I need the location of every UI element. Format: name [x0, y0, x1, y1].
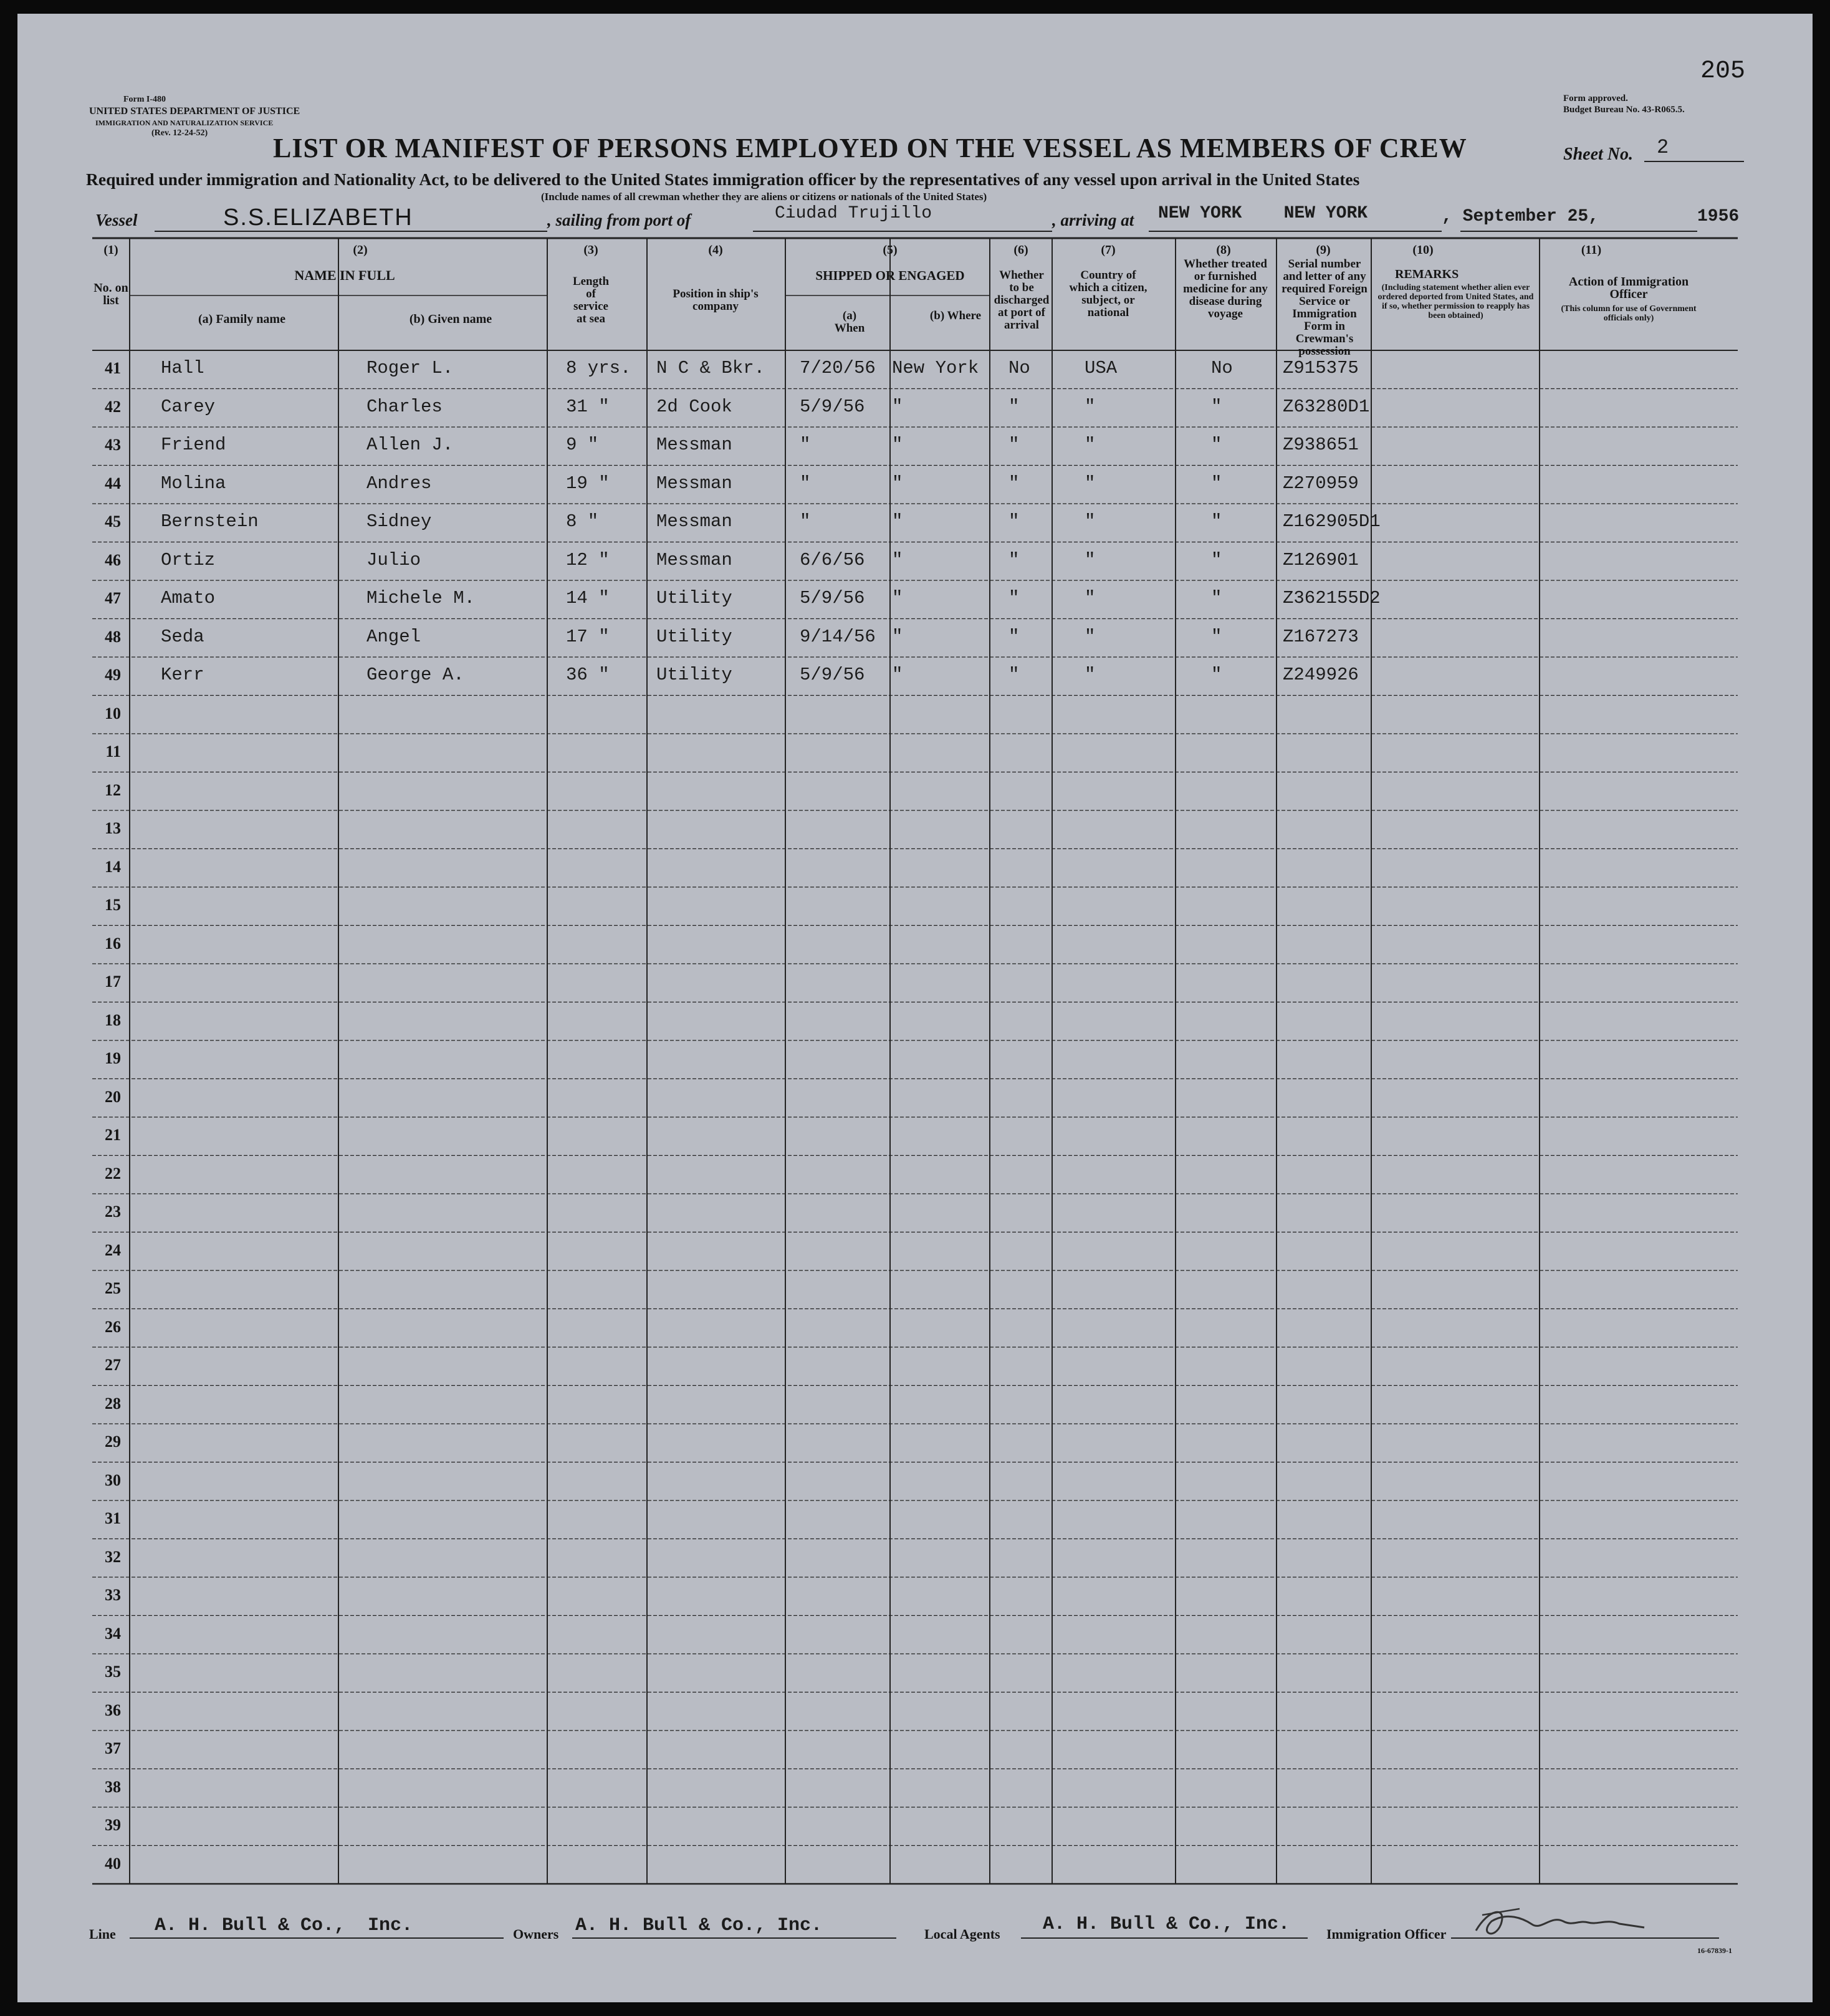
page-title: LIST OR MANIFEST OF PERSONS EMPLOYED ON THE VESSEL AS MEMBERS OF CREW — [273, 133, 1467, 163]
cell-medicine: No — [1211, 358, 1233, 378]
arrival-date: , September 25, — [1442, 207, 1599, 226]
col2-header: NAME IN FULL — [294, 267, 395, 283]
agents-underline — [1021, 1937, 1308, 1939]
col5a-header: (a) When — [834, 309, 865, 335]
cell-family: Kerr — [161, 665, 204, 685]
cell-family: Seda — [161, 626, 204, 647]
cell-when: 5/9/56 — [800, 665, 865, 685]
row-number: 22 — [105, 1164, 121, 1183]
row-number: 40 — [105, 1854, 121, 1873]
row-number: 12 — [105, 780, 121, 799]
cell-country: " — [1085, 588, 1096, 608]
cell-when: " — [800, 434, 811, 455]
row-number: 21 — [105, 1126, 121, 1144]
col11-note: (This column for use of Government officials only) — [1561, 304, 1697, 323]
row-number: 25 — [105, 1279, 121, 1297]
cell-medicine: " — [1211, 473, 1222, 494]
cell-serial: Z63280D1 — [1283, 396, 1370, 417]
arriving-label: , arriving at — [1052, 211, 1134, 229]
col1-header: No. on list — [93, 281, 128, 307]
row-number: 41 — [105, 359, 121, 377]
row-number: 28 — [105, 1394, 121, 1413]
cell-discharged: " — [1008, 396, 1020, 417]
cell-discharged: No — [1008, 358, 1030, 378]
form-revision: (Rev. 12-24-52) — [151, 128, 208, 138]
cell-family: Friend — [161, 434, 226, 455]
cell-family: Ortiz — [161, 549, 216, 570]
col2-number: (2) — [353, 243, 368, 257]
dept-name: UNITED STATES DEPARTMENT OF JUSTICE — [89, 106, 300, 117]
cell-where: " — [892, 396, 903, 417]
cell-when: 9/14/56 — [800, 626, 876, 647]
owners-underline — [572, 1937, 896, 1939]
cell-given: Sidney — [366, 511, 432, 532]
row-number: 43 — [105, 436, 121, 454]
col2a-header: (a) Family name — [198, 312, 285, 326]
col7-number: (7) — [1101, 243, 1116, 257]
cell-service: 36 " — [566, 665, 610, 685]
cell-medicine: " — [1211, 626, 1222, 647]
cell-serial: Z362155D2 — [1283, 588, 1381, 608]
row-number: 19 — [105, 1049, 121, 1067]
row-number: 45 — [105, 512, 121, 530]
row-number: 30 — [105, 1471, 121, 1489]
row-number: 18 — [105, 1010, 121, 1029]
cell-discharged: " — [1008, 665, 1020, 685]
cell-serial: Z162905D1 — [1283, 511, 1381, 532]
cell-given: Michele M. — [366, 588, 476, 608]
arriving-port: NEW YORK NEW YORK — [1158, 204, 1368, 223]
sailing-label: , sailing from port of — [547, 211, 691, 229]
row-number: 36 — [105, 1701, 121, 1719]
owners-label: Owners — [513, 1926, 559, 1942]
manifest-sheet — [17, 14, 1813, 2002]
line-value: A. H. Bull & Co., Inc. — [155, 1915, 413, 1936]
cell-medicine: " — [1211, 396, 1222, 417]
cell-given: Andres — [366, 473, 432, 494]
row-number: 44 — [105, 474, 121, 492]
cell-serial: Z915375 — [1283, 358, 1359, 378]
row-number: 23 — [105, 1202, 121, 1221]
col9-number: (9) — [1316, 243, 1331, 257]
col4-header: Position in ship's company — [673, 287, 759, 313]
page-number: 205 — [1700, 57, 1746, 85]
row-number: 34 — [105, 1624, 121, 1643]
cell-given: Angel — [366, 626, 421, 647]
row-number: 16 — [105, 934, 121, 953]
row-number: 35 — [105, 1663, 121, 1681]
cell-family: Amato — [161, 588, 216, 608]
cell-service: 12 " — [566, 549, 610, 570]
sheet-number: 2 — [1657, 136, 1669, 159]
row-number: 11 — [105, 742, 121, 761]
row-number: 24 — [105, 1241, 121, 1259]
row-number: 10 — [105, 704, 121, 722]
cell-discharged: " — [1008, 588, 1020, 608]
page-subtitle: Required under immigration and Nationality Act, to be delivered to the United States immigration officer by the representatives of any vessel upon arrival in the United States — [86, 170, 1360, 189]
row-number: 48 — [105, 627, 121, 646]
cell-position: N C & Bkr. — [656, 358, 765, 378]
sheet-label: Sheet No. — [1563, 145, 1633, 164]
cell-country: " — [1085, 473, 1096, 494]
cell-given: Allen J. — [366, 434, 454, 455]
cell-service: 19 " — [566, 473, 610, 494]
cell-where: " — [892, 511, 903, 532]
col5-header: SHIPPED OR ENGAGED — [815, 268, 965, 283]
col5-number: (5) — [883, 243, 898, 257]
arrival-year: 1956 — [1697, 207, 1740, 226]
cell-discharged: " — [1008, 626, 1020, 647]
cell-where: New York — [892, 358, 979, 378]
cell-medicine: " — [1211, 511, 1222, 532]
row-number: 32 — [105, 1547, 121, 1566]
col3-number: (3) — [583, 243, 598, 257]
officer-signature — [1464, 1896, 1650, 1946]
row-number: 13 — [105, 819, 121, 837]
cell-service: 8 " — [566, 511, 599, 532]
cell-serial: Z938651 — [1283, 434, 1359, 455]
cell-when: 5/9/56 — [800, 396, 865, 417]
row-number: 38 — [105, 1777, 121, 1796]
cell-service: 31 " — [566, 396, 610, 417]
row-number: 14 — [105, 857, 121, 876]
form-approved: Form approved. — [1563, 94, 1628, 103]
col8-header: Whether treated or furnished medicine for any disease during voyage — [1183, 257, 1268, 320]
cell-serial: Z126901 — [1283, 549, 1359, 570]
row-number: 15 — [105, 896, 121, 914]
cell-service: 14 " — [566, 588, 610, 608]
cell-position: Messman — [656, 549, 732, 570]
cell-when: " — [800, 511, 811, 532]
cell-when: " — [800, 473, 811, 494]
cell-family: Molina — [161, 473, 226, 494]
row-number: 37 — [105, 1739, 121, 1757]
budget-bureau: Budget Bureau No. 43-R065.5. — [1563, 105, 1685, 115]
row-number: 20 — [105, 1087, 121, 1106]
col9-header: Serial number and letter of any required Foreign Service or Immigration Form in Crewman's possession — [1281, 257, 1368, 358]
cell-country: " — [1085, 396, 1096, 417]
cell-where: " — [892, 588, 903, 608]
page-subnote: (Include names of all crewman whether they are aliens or citizens or nationals of the United States) — [541, 191, 987, 203]
cell-where: " — [892, 473, 903, 494]
col2b-header: (b) Given name — [409, 312, 492, 326]
row-number: 27 — [105, 1356, 121, 1374]
cell-given: George A. — [366, 665, 464, 685]
cell-country: " — [1085, 549, 1096, 570]
cell-serial: Z270959 — [1283, 473, 1359, 494]
cell-country: " — [1085, 665, 1096, 685]
cell-service: 8 yrs. — [566, 358, 631, 378]
row-number: 39 — [105, 1816, 121, 1834]
cell-country: USA — [1085, 358, 1118, 378]
print-code: 16-67839-1 — [1697, 1946, 1732, 1955]
sailing-port: Ciudad Trujillo — [775, 204, 932, 223]
cell-where: " — [892, 626, 903, 647]
officer-label: Immigration Officer — [1326, 1926, 1447, 1942]
vessel-name: S.S.ELIZABETH — [223, 204, 413, 231]
cell-discharged: " — [1008, 511, 1020, 532]
col4-number: (4) — [708, 243, 723, 257]
line-underline — [130, 1937, 504, 1939]
agents-label: Local Agents — [924, 1926, 1000, 1942]
cell-country: " — [1085, 511, 1096, 532]
col10-note: (Including statement whether alien ever ordered deported from United States, and if so, whether permission to reapply has been obtained) — [1377, 283, 1534, 320]
line-label: Line — [89, 1926, 116, 1942]
form-number: Form I-480 — [123, 95, 166, 104]
cell-given: Julio — [366, 549, 421, 570]
cell-discharged: " — [1008, 549, 1020, 570]
cell-medicine: " — [1211, 434, 1222, 455]
col10-header: REMARKS — [1395, 267, 1459, 281]
cell-position: Utility — [656, 588, 732, 608]
vessel-label: Vessel — [95, 211, 138, 229]
cell-family: Bernstein — [161, 511, 259, 532]
cell-serial: Z249926 — [1283, 665, 1359, 685]
cell-family: Carey — [161, 396, 216, 417]
row-number: 26 — [105, 1317, 121, 1336]
service-name: IMMIGRATION AND NATURALIZATION SERVICE — [95, 118, 274, 127]
cell-where: " — [892, 549, 903, 570]
col8-number: (8) — [1216, 243, 1231, 257]
cell-position: Messman — [656, 473, 732, 494]
cell-country: " — [1085, 434, 1096, 455]
row-number: 33 — [105, 1586, 121, 1604]
row-number: 17 — [105, 972, 121, 991]
cell-position: Messman — [656, 511, 732, 532]
col10-number: (10) — [1412, 243, 1434, 257]
cell-service: 9 " — [566, 434, 599, 455]
col5b-header: (b) Where — [929, 309, 982, 322]
cell-position: Messman — [656, 434, 732, 455]
cell-where: " — [892, 665, 903, 685]
col1-number: (1) — [103, 243, 118, 257]
cell-given: Roger L. — [366, 358, 454, 378]
cell-discharged: " — [1008, 434, 1020, 455]
cell-position: 2d Cook — [656, 396, 732, 417]
col3-header: Length of service at sea — [572, 275, 610, 325]
cell-discharged: " — [1008, 473, 1020, 494]
row-number: 29 — [105, 1433, 121, 1451]
col6-header: Whether to be discharged at port of arrival — [994, 269, 1050, 332]
cell-family: Hall — [161, 358, 204, 378]
row-number: 46 — [105, 550, 121, 569]
row-number: 42 — [105, 397, 121, 416]
cell-medicine: " — [1211, 665, 1222, 685]
col11-number: (11) — [1581, 243, 1602, 257]
cell-given: Charles — [366, 396, 443, 417]
cell-where: " — [892, 434, 903, 455]
cell-service: 17 " — [566, 626, 610, 647]
cell-when: 6/6/56 — [800, 549, 865, 570]
row-number: 47 — [105, 589, 121, 607]
cell-medicine: " — [1211, 588, 1222, 608]
cell-when: 7/20/56 — [800, 358, 876, 378]
col7-header: Country of which a citizen, subject, or national — [1069, 269, 1147, 319]
col11-header: Action of Immigration Officer — [1568, 275, 1689, 301]
row-number: 49 — [105, 666, 121, 684]
cell-medicine: " — [1211, 549, 1222, 570]
cell-when: 5/9/56 — [800, 588, 865, 608]
row-number: 31 — [105, 1509, 121, 1527]
cell-serial: Z167273 — [1283, 626, 1359, 647]
cell-position: Utility — [656, 665, 732, 685]
agents-value: A. H. Bull & Co., Inc. — [1043, 1914, 1290, 1935]
owners-value: A. H. Bull & Co., Inc. — [575, 1915, 823, 1936]
cell-position: Utility — [656, 626, 732, 647]
cell-country: " — [1085, 626, 1096, 647]
col6-number: (6) — [1013, 243, 1028, 257]
